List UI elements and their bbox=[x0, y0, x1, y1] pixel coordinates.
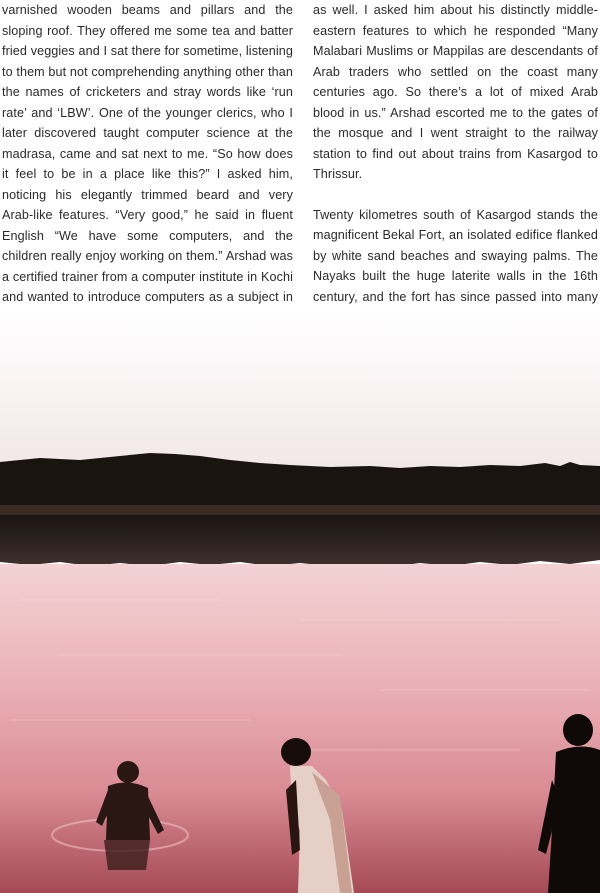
right-paragraph-2: Twenty kilometres south of Kasargod stands the magnificent Bekal Fort, an isolated edifice flanked by white sand beaches and swaying palms. The Nayaks built the huge laterite walls in the 16th century, and the fort has since passed into many bbox=[313, 207, 598, 304]
article-column-right bbox=[313, 0, 598, 348]
sky bbox=[0, 310, 600, 470]
article-column-left bbox=[2, 0, 293, 328]
left-paragraph-1: varnished wooden beams and pillars and the sloping roof. They offered me some tea and batter fried veggies and I sat there for sometime, listening to them but not comprehending anything other than the names of cricketers and stray words like ‘run rate’ and ‘LBW’. One of the younger clerics, who I later discovered taught computer science at the madrasa, came and sat next to me. “So how does it feel to be in a place like this?” I asked him, noticing his elegantly trimmed beard and very Arab-like features. “Very good,” he said in fluent English “We have some computers, and the children really enjoy working on them.” Arshad was a certified trainer from a computer institute in Kochi and wanted to introduce computers as a subject in bbox=[2, 3, 293, 304]
river-photo bbox=[0, 310, 600, 893]
article-text-band bbox=[0, 0, 600, 310]
right-paragraph-1: as well. I asked him about his distinctly middle-eastern features to which he responded “Many Malabari Muslims or Mappilas are descendants of Arab traders who settled on the coast many centuries ago. So there’s a lot of mixed Arab blood in us.” Arshad escorted me to the gates of the mosque and I went straight to the railway station to find out about trains from Kasargod to Thrissur. bbox=[313, 3, 598, 181]
treeline-reflection bbox=[0, 515, 600, 567]
river-scene bbox=[0, 310, 600, 893]
